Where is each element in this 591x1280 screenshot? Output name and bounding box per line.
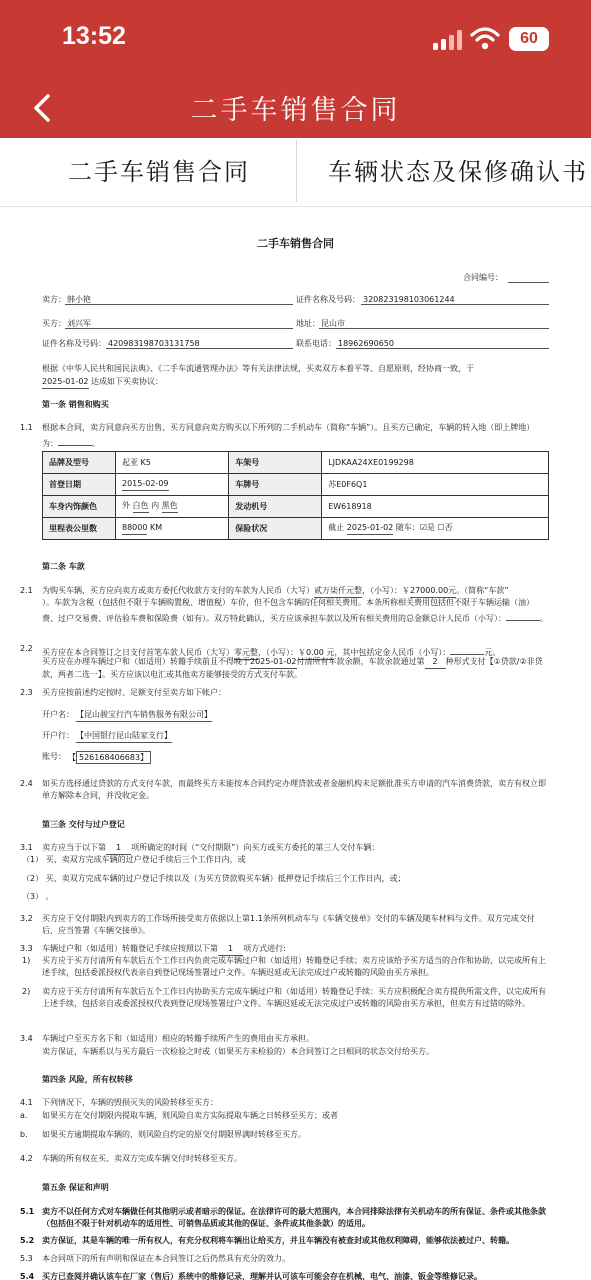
plate-label: 车牌号 xyxy=(229,474,322,496)
engine-label: 发动机号 xyxy=(229,496,322,518)
s1-1-num: 1.1 xyxy=(20,423,33,432)
reg-value: 2015-02-09 xyxy=(116,474,229,496)
status-bar xyxy=(0,0,591,78)
contract-no-line xyxy=(508,282,549,283)
s4-1-text: 下列情况下，车辆的毁损灭失的风险转移至买方： xyxy=(42,1098,218,1107)
s5-4-num: 5.4 xyxy=(20,1272,35,1280)
s2-1-amount-cn: 贰万柒仟元整 xyxy=(314,585,362,598)
s5-4-text: 买方已查阅并确认该车在厂家（售后）系统中的维修记录，理解并认可该车可能会存在机械、电气、油漆、钣金等维修记录。 xyxy=(42,1272,482,1280)
account-name: 【昆山骏宝行汽车销售服务有限公司】 xyxy=(76,709,212,722)
bank: 【中国银行昆山陆家支行】 xyxy=(76,730,172,743)
s3-2-num: 3.2 xyxy=(20,914,33,923)
article2-title: 第二条 车款 xyxy=(42,562,85,571)
seller-id-label: 证件名称及号码： xyxy=(296,295,360,304)
s5-1-num: 5.1 xyxy=(20,1207,35,1216)
checkbox-checked-icon: ☑ xyxy=(419,523,427,532)
s3-4-num: 3.4 xyxy=(20,1034,33,1043)
s3-3-2-text: 卖方应于买方付清所有车款后五个工作日内协助买方完成车辆过户和（如适用）转籍登记手续：买方应积极配合卖方提供所需文件，以完成所有上述手续，包括亲自或委派授权代表到登记现场签署过户文件。车辆迟延或无法完成过户或转籍的风险由买方承担，但卖方有过错的除外。 xyxy=(42,987,546,1008)
seller-name: 韩小艳 xyxy=(67,295,91,304)
reg-label: 首登日期 xyxy=(43,474,116,496)
preamble-line1: 根据《中华人民共和国民法典》、《二手车流通管理办法》等有关法律法规，买卖双方本着平等、自愿原则，经协商一致，于 xyxy=(42,364,474,373)
wifi-icon xyxy=(470,26,500,50)
km-value: 88000 KM xyxy=(116,518,229,540)
color-label: 车身内饰颜色 xyxy=(43,496,116,518)
seller-id-line xyxy=(361,304,549,305)
page-title: 二手车销售合同 xyxy=(190,95,401,126)
article1-title: 第一条 销售和购买 xyxy=(42,400,109,409)
s3-1-num: 3.1 xyxy=(20,843,33,852)
s4-1-b-num: b. xyxy=(20,1130,28,1139)
account-no: 【 526168406683】 xyxy=(68,751,151,764)
vehicle-table xyxy=(42,451,549,540)
battery-icon: 60 xyxy=(509,27,549,51)
s3-1-option1: （1） 买、卖双方完成车辆的过户登记手续后三个工作日内，或 xyxy=(22,855,246,864)
vin-label: 车架号 xyxy=(229,452,322,474)
s5-2-num: 5.2 xyxy=(20,1236,35,1245)
nav-bar xyxy=(0,78,591,138)
s3-1-option3: （3） 。 xyxy=(22,892,54,901)
s3-4-line2: 卖方保证，车辆系以与买方最后一次检验之时或（如果买方未检验的）本合同签订之日相同的状态交付给买方。 xyxy=(42,1047,434,1056)
s5-3-num: 5.3 xyxy=(20,1254,33,1263)
article5-title: 第五条 保证和声明 xyxy=(42,1183,109,1192)
s4-1-b-text: 如果买方逾期提取车辆的，则风险自约定的原交付期限界满时转移至买方。 xyxy=(42,1130,306,1139)
s2-2-amount-cn: 零元整 xyxy=(234,647,258,660)
insurance-value: 截止 2025-01-02 随车：☑是 ☐否 xyxy=(322,518,549,540)
color-value: 外 白色 内 黑色 xyxy=(116,496,229,518)
address-line xyxy=(319,328,549,329)
preamble-end: 达成如下买卖协议： xyxy=(91,377,164,386)
s2-2-date: 2025-01-02 xyxy=(250,656,297,669)
s4-2-text: 车辆的所有权在买、卖双方完成车辆交付时转移至买方。 xyxy=(42,1154,242,1163)
preamble-line2 xyxy=(42,376,163,389)
s2-3-num: 2.3 xyxy=(20,688,33,697)
buyer-line xyxy=(65,328,293,329)
phone: 18962690650 xyxy=(338,339,394,348)
s3-3-text: 车辆过户和（如适用）转籍登记手续应按照以下第 1 项方式进行: xyxy=(42,943,286,956)
doc-title: 二手车销售合同 xyxy=(257,237,334,250)
s3-3-num: 3.3 xyxy=(20,944,33,953)
s5-2-text: 卖方保证，其是车辆的唯一所有权人，有充分权利将车辆出让给买方，并且车辆没有被查封或其他权利障碍，能够依法被过户、转籍。 xyxy=(42,1236,514,1245)
phone-line xyxy=(336,348,549,349)
contract-document xyxy=(0,207,591,1280)
s3-1-text: 卖方应当于以下第 1 项所确定的时间（“交付期限”）向买方或买方委托的第三人交付车辆： xyxy=(42,842,379,855)
s2-2-num: 2.2 xyxy=(20,644,33,653)
s3-2-text: 买方应于交付期限内到卖方的工作场所接受卖方依据以上第1.1条所列机动车与《车辆交接单》交付的车辆及随车材料与文件。双方完成交付后，应当签署《车辆交接单》。 xyxy=(42,914,535,935)
preamble-date: 2025-01-02 xyxy=(42,376,89,389)
s3-4-line1: 车辆过户至买方名下和（如适用）相应的转籍手续所产生的费用由买方承担。 xyxy=(42,1034,314,1043)
phone-label: 联系电话： xyxy=(296,339,336,348)
checkbox-icon: ☐ xyxy=(437,523,445,532)
s4-1-a-text: 如果买方在交付期限内提取车辆，则风险自卖方实际提取车辆之日转移至买方；或者 xyxy=(42,1111,338,1120)
s3-3-1-num: 1) xyxy=(22,956,31,965)
brand-label: 品牌及型号 xyxy=(43,452,116,474)
s2-4-text: 如买方选择通过贷款的方式支付车款，而最终买方未能按本合同约定办理贷款或者金融机构未足额批准买方申请的汽车消费贷款，卖方有权立即单方解除本合同，并没收定金。 xyxy=(42,779,546,800)
s2-4-num: 2.4 xyxy=(20,779,33,788)
buyer-id-line xyxy=(106,348,293,349)
s2-1-amount: 27000.00元 xyxy=(410,585,456,598)
insurance-label: 保险状况 xyxy=(229,518,322,540)
s1-1-text: 根据本合同，卖方同意向买方出售、买方同意向卖方购买以下所列的二手机动车（简称“车辆”）。且买方已确定，车辆的转入地（即上牌地）为： 。 xyxy=(42,423,535,448)
article3-title: 第三条 交付与过户登记 xyxy=(42,820,125,829)
s2-1-text: ）。车款为含税（包括但不限于车辆购置税、增值税）车价，但不包含车辆的任何相关费用。本条所称相关费用包括但不限于车辆运输（油）费、过户交易费、评估验车费和保险费（如有）。双方特此确认，买方应该承担车款以及所有相关费用的总金额总计人民币（小写）： 。 xyxy=(42,598,548,623)
s2-3-text: 买方应按前述约定按时、足额支付至卖方如下帐户： xyxy=(42,688,226,697)
seller-id: 320823198103061244 xyxy=(363,295,455,304)
status-time: 13:52 xyxy=(62,22,126,50)
s2-2-line1: 买方应在本合同签订之日支付首笔车款人民币（大写）零元整，（小写）：￥0.00 元，其中包括定金人民币（小写）： 元。 xyxy=(42,643,500,660)
s2-1-line1: 为购买车辆，买方应向卖方或卖方委托代收款方支付的车款为人民币（大写）贰万柒仟元整，（小写）：￥27000.00元。（简称“车款” xyxy=(42,585,508,598)
article4-title: 第四条 风险，所有权转移 xyxy=(42,1075,133,1084)
s3-3-1-text: 买方应于买方付清所有车款后五个工作日内负责完成车辆过户和（如适用）转籍登记手续；卖方应该给予买方适当的合作和协助，以完成所有上述手续，包括委派授权代表亲自到登记现场签署过户文件。车辆迟延或无法完成过户或转籍的风险由买方承担。 xyxy=(42,956,546,977)
s3-1-option2: （2） 买、卖双方完成车辆的过户登记手续以及（为买方贷款购买车辆）抵押登记手续后三个工作日内，或； xyxy=(22,874,406,883)
s2-2-pay-option: 2 xyxy=(425,656,446,669)
s4-1-a-num: a. xyxy=(20,1111,28,1120)
account-name-label: 开户名： xyxy=(42,710,74,719)
bank-label: 开户行： xyxy=(42,731,74,740)
brand-value: 起亚 K5 xyxy=(116,452,229,474)
tab-vehicle-status[interactable]: 车辆状态及保修确认书 xyxy=(328,158,588,186)
s4-2-num: 4.2 xyxy=(20,1154,33,1163)
s2-2-text: 买方应在办理车辆过户和（如适用）转籍手续前且不得晚于2025-01-02付清所有车款余额，车款余款通过第 2 种形式支付【①贷款/②非贷款，两者二选一】。买方应该以电汇或其他卖方能够接受的方式支付车款。 xyxy=(42,657,543,679)
plate-value: 苏E0F6Q1 xyxy=(322,474,549,496)
engine-value: EW618918 xyxy=(322,496,549,518)
s5-3-text: 本合同项下的所有声明和保证在本合同签订之后仍然具有充分的效力。 xyxy=(42,1254,290,1263)
seller-line xyxy=(65,304,293,305)
tab-divider xyxy=(296,140,297,202)
contract-no-label: 合同编号： xyxy=(463,273,503,282)
s2-2-amount: ￥0.00 元 xyxy=(298,647,334,660)
s3-3-2-num: 2) xyxy=(22,987,31,996)
buyer-id-label: 证件名称及号码： xyxy=(42,339,106,348)
s5-1-text: 卖方不以任何方式对车辆做任何其他明示或者暗示的保证。在法律许可的最大范围内，本合同排除法律有关机动车的所有保证、条件或其他条款（包括但不限于针对机动车的适用性、可销售品质或其他的保证、条件或其他条款）的适用。 xyxy=(42,1207,546,1228)
buyer-name: 刘兴军 xyxy=(67,319,91,328)
km-label: 里程表公里数 xyxy=(43,518,116,540)
buyer-label: 买方： xyxy=(42,319,66,328)
buyer-id: 420983198703131758 xyxy=(108,339,200,348)
tab-bar xyxy=(0,138,591,207)
address-label: 地址： xyxy=(296,319,320,328)
account-no-label: 账号： xyxy=(42,752,66,761)
vin-value: LJDKAA24XE0199298 xyxy=(322,452,549,474)
s2-1-num: 2.1 xyxy=(20,586,33,595)
tab-sales-contract[interactable]: 二手车销售合同 xyxy=(68,158,250,186)
s4-1-num: 4.1 xyxy=(20,1098,33,1107)
signal-icon xyxy=(432,30,462,50)
address: 昆山市 xyxy=(321,319,345,328)
seller-label: 卖方： xyxy=(42,295,66,304)
